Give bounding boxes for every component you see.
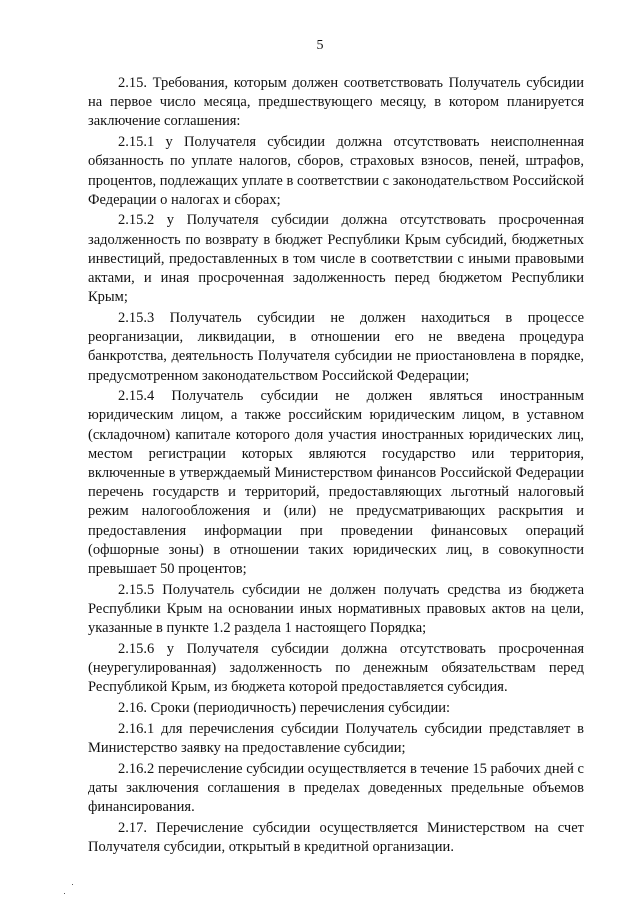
paragraph-2-16-1: 2.16.1 для перечисления субсидии Получатель субсидии представляет в Министерство заявку на предоставление субсидии; <box>88 720 584 756</box>
paragraph-2-15-6: 2.15.6 у Получателя субсидии должна отсутствовать просроченная (неурегулированная) задолженность по денежным обязательствам перед Республикой Крым, из бюджета которой предоставляется субсидия. <box>88 640 584 696</box>
page-number: 5 <box>316 38 324 53</box>
paragraph-2-16: 2.16. Сроки (периодичность) перечисления субсидии: <box>118 700 451 716</box>
paragraph-2-15-3: 2.15.3 Получатель субсидии не должен находиться в процессе реорганизации, ликвидации, в отношении его не введена процедура банкротства, деятельность Получателя субсидии не приостановлена в порядке, предусмотренном законодательством Российской Федерации; <box>88 309 584 384</box>
paragraph-2-15-1: 2.15.1 у Получателя субсидии должна отсутствовать неисполненная обязанность по уплате налогов, сборов, страховых взносов, пеней, штрафов, процентов, подлежащих уплате в соответствии с законодательством Российской Федерации о налогах и сборах; <box>88 134 584 208</box>
scan-artifact <box>72 884 73 885</box>
paragraph-2-15-5: 2.15.5 Получатель субсидии не должен получать средства из бюджета Республики Крым на основании иных нормативных правовых актов на цели, указанные в пункте 1.2 раздела 1 настоящего Порядка; <box>88 581 584 637</box>
scan-artifact <box>64 893 65 894</box>
paragraph-2-15: 2.15. Требования, которым должен соответствовать Получатель субсидии на первое число месяца, предшествующего месяцу, в котором планируется заключение соглашения: <box>88 75 584 130</box>
paragraph-2-15-4: 2.15.4 Получатель субсидии не должен являться иностранным юридическим лицом, а также российским юридическим лицом, в уставном (складочном) капитале которого доля участия иностранных юридических лиц, местом регистрации которых являются государство или территория, включенные в утверждаемый Министерством финансов Российской Федерации перечень государств и территорий, предоставляющих льготный налоговый режим налогообложения и (или) не предусматривающих раскрытия и предоставления информации при проведении финансовых операций (офшорные зоны) в отношении таких юридических лиц, в совокупности превышает 50 процентов; <box>88 388 584 578</box>
paragraph-2-15-2: 2.15.2 у Получателя субсидии должна отсутствовать просроченная задолженность по возврату в бюджет Республики Крым субсидий, бюджетных инвестиций, предоставленных в том числе в соответствии с иными правовыми актами, и иная просроченная задолженность перед бюджетом Республики Крым; <box>88 212 584 306</box>
paragraph-2-17: 2.17. Перечисление субсидии осуществляется Министерством на счет Получателя субсидии, открытый в кредитной организации. <box>88 819 584 855</box>
document-body <box>88 74 584 859</box>
paragraph-2-16-2: 2.16.2 перечисление субсидии осуществляется в течение 15 рабочих дней с даты заключения соглашения в пределах доведенных предельные объемов финансирования. <box>88 760 584 816</box>
